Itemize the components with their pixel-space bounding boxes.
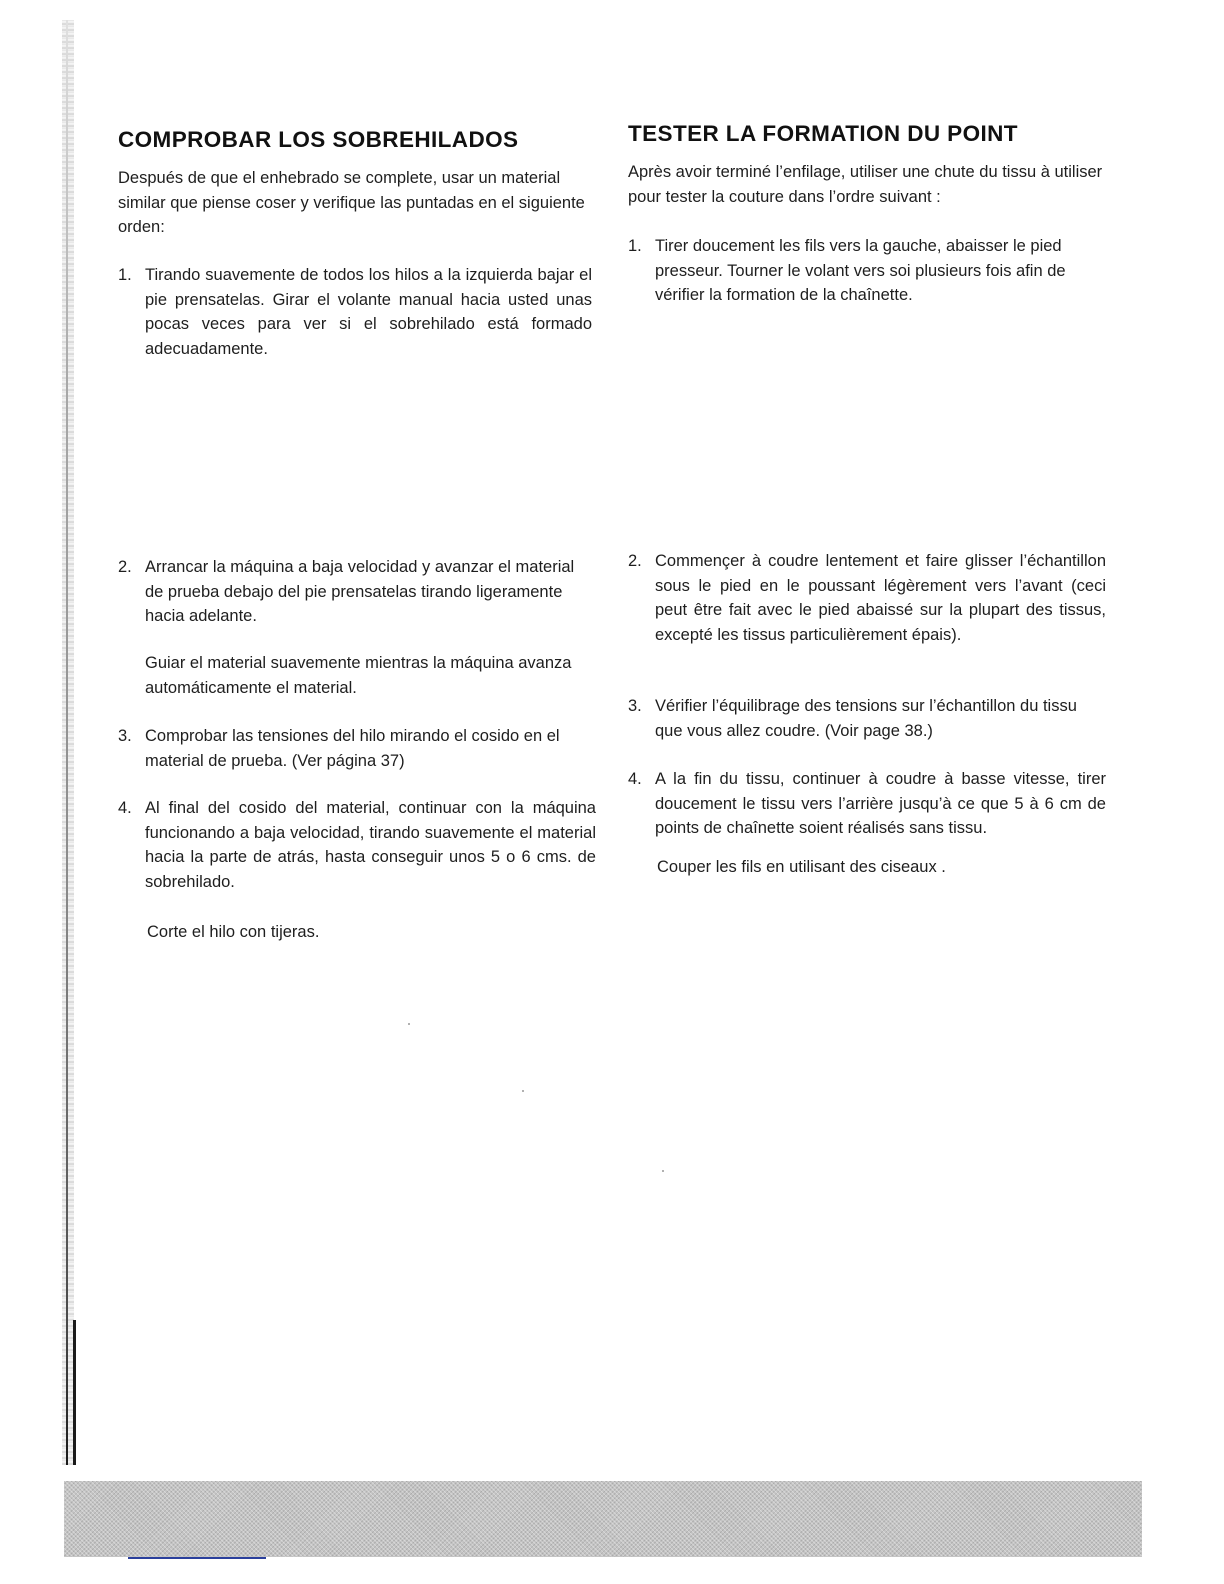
- french-step-3: [628, 694, 1107, 743]
- spanish-step-3-number: 3.: [118, 727, 132, 745]
- french-step-2-text: Commençer à coudre lentement et faire glisser l’échantillon sous le pied en le poussant légèrement vers l’avant (ceci peut être fait avec le pied abaissé sur la plupart des tissus, excepté les tissus particulièrement épais).: [655, 552, 1106, 644]
- french-step-4-note: Couper les fils en utilisant des ciseaux .: [657, 858, 946, 876]
- french-step-2: [628, 549, 1106, 647]
- footer-underline: [128, 1557, 266, 1559]
- page-binding-shadow: [62, 20, 74, 1465]
- french-intro: Après avoir terminé l’enfilage, utiliser une chute du tissu à utiliser pour tester la couture dans l’ordre suivant :: [628, 163, 1103, 206]
- spanish-step-1: [118, 263, 592, 361]
- scan-speck: [408, 1023, 410, 1025]
- spanish-step-2-text: Arrancar la máquina a baja velocidad y avanzar el material de prueba debajo del pie prensatelas tirando ligeramente hacia adelante.: [145, 558, 575, 625]
- french-heading: TESTER LA FORMATION DU POINT: [628, 121, 1018, 146]
- spanish-step-1-text: Tirando suavemente de todos los hilos a la izquierda bajar el pie prensatelas. Girar el volante manual hacia usted unas pocas veces para ver si el sobrehilado está formado adecuadamente.: [145, 266, 592, 358]
- french-step-3-text: Vérifier l’équilibrage des tensions sur l’échantillon du tissu que vous allez coudre. (Voir page 38.): [655, 697, 1077, 740]
- spanish-step-1-number: 1.: [118, 266, 132, 284]
- spanish-step-4-number: 4.: [118, 799, 132, 817]
- french-step-1: [628, 234, 1107, 308]
- spanish-step-4: [118, 796, 596, 894]
- spanish-step-2-note: Guiar el material suavemente mientras la máquina avanza automáticamente el material.: [145, 654, 572, 697]
- spanish-heading: COMPROBAR LOS SOBREHILADOS: [118, 127, 519, 152]
- french-step-3-number: 3.: [628, 697, 642, 715]
- french-step-1-text: Tirer doucement les fils vers la gauche, abaisser le pied presseur. Tourner le volant vers soi plusieurs fois afin de vérifier la formation de la chaînette.: [655, 237, 1066, 304]
- spanish-step-2-number: 2.: [118, 558, 132, 576]
- french-step-4: [628, 767, 1106, 841]
- french-step-2-number: 2.: [628, 552, 642, 570]
- french-step-4-number: 4.: [628, 770, 642, 788]
- spanish-step-4-text: Al final del cosido del material, continuar con la máquina funcionando a baja velocidad, tirando suavemente el material hacia la parte de atrás, hasta conseguir unos 5 o 6 cms. de sobrehilado.: [145, 799, 596, 891]
- scan-speck: [522, 1090, 524, 1092]
- scan-speck: [662, 1170, 664, 1172]
- spanish-intro: Después de que el enhebrado se complete, usar un material similar que piense coser y verifique las puntadas en el siguiente orden:: [118, 169, 585, 236]
- footer-band: [64, 1481, 1142, 1557]
- page-binding-edge-dark: [73, 1320, 76, 1465]
- spanish-step-2: [118, 555, 595, 629]
- french-step-4-text: A la fin du tissu, continuer à coudre à basse vitesse, tirer doucement le tissu vers l’arrière jusqu’à ce que 5 à 6 cm de points de chaînette soient réalisés sans tissu.: [655, 770, 1106, 837]
- french-step-1-number: 1.: [628, 237, 642, 255]
- spanish-step-3: [118, 724, 597, 773]
- spanish-step-4-note: Corte el hilo con tijeras.: [147, 923, 320, 941]
- spanish-step-3-text: Comprobar las tensiones del hilo mirando el cosido en el material de prueba. (Ver página 37): [145, 727, 560, 770]
- page-binding-edge: [66, 20, 68, 1465]
